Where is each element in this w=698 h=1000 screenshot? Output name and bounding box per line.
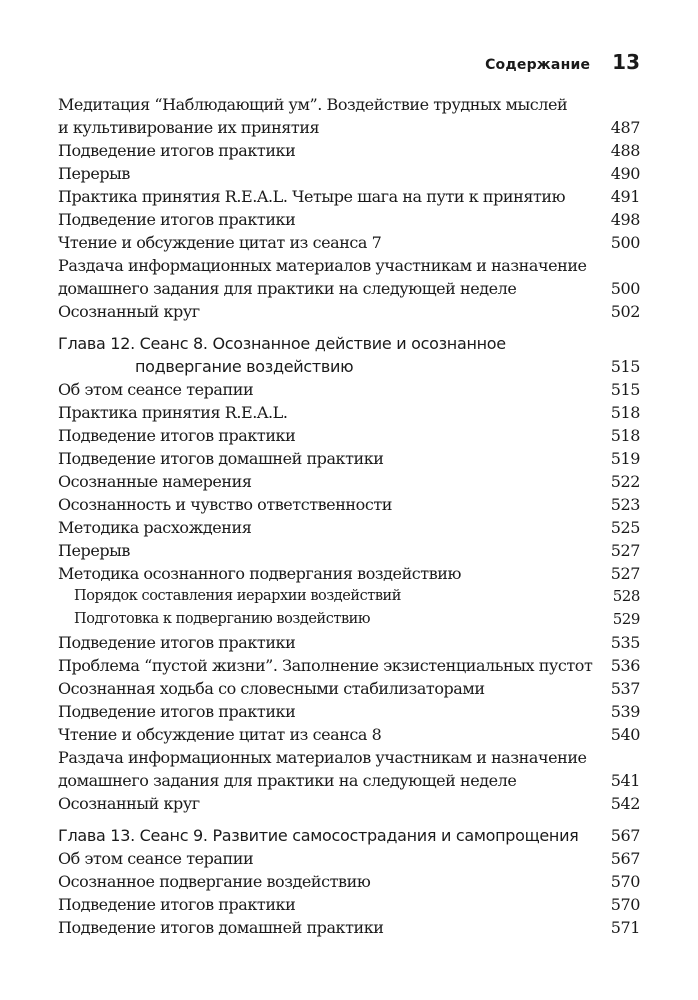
- toc-entry-page: 567: [610, 826, 640, 845]
- toc-entry-page: 518: [610, 426, 640, 445]
- toc-entry-title: [58, 470, 611, 493]
- toc-entry-page: 536: [610, 656, 640, 675]
- toc-entry-page: 488: [610, 141, 640, 160]
- toc-entry: [58, 185, 640, 208]
- toc-entry-title: [58, 539, 611, 562]
- toc-entry-line: Практика принятия R.E.A.L. Четыре шага на пути к принятию: [58, 187, 566, 206]
- toc-entry-title: [58, 585, 613, 608]
- toc-entry: [58, 424, 640, 447]
- toc-entry: [58, 93, 640, 139]
- toc-entry-page: 540: [610, 725, 640, 744]
- toc-entry-title: [58, 824, 611, 847]
- toc-entry-title: [58, 516, 611, 539]
- toc-entry-page: 523: [610, 495, 640, 514]
- toc-entry-line: Глава 13. Сеанс 9. Развитие самосострадания и самопрощения: [58, 826, 579, 845]
- toc-entry-line: подвергание воздействию: [135, 357, 354, 376]
- toc-entry: [58, 916, 640, 939]
- toc-entry-title: [58, 208, 611, 231]
- toc-entry-line: Раздача информационных материалов участникам и назначение: [58, 256, 587, 275]
- toc-entry-title: [58, 654, 611, 677]
- toc-entry-line: Осознанные намерения: [58, 472, 252, 491]
- toc-entry-line: Осознанный круг: [58, 794, 200, 813]
- toc-entry-title: [58, 424, 611, 447]
- toc-entry-page: 500: [610, 279, 640, 298]
- page-number: 13: [612, 50, 640, 74]
- toc-entry-title: [58, 677, 611, 700]
- toc-entry: [58, 539, 640, 562]
- toc-entry: [58, 562, 640, 585]
- toc-entry: [58, 401, 640, 424]
- toc-entry-title: [58, 562, 611, 585]
- toc-entry-page: 528: [612, 587, 640, 605]
- toc-entry: [58, 654, 640, 677]
- toc-entry-page: 498: [610, 210, 640, 229]
- toc-entry-page: 487: [610, 118, 640, 137]
- toc-entry-line: Подведение итогов практики: [58, 426, 296, 445]
- toc-chapter-heading: [58, 824, 640, 847]
- toc-entry-line: Об этом сеансе терапии: [58, 849, 254, 868]
- toc-entry: [58, 870, 640, 893]
- toc-entry: [58, 516, 640, 539]
- toc-entry: [58, 631, 640, 654]
- toc-entry-title: [58, 300, 611, 323]
- toc-entry: [58, 792, 640, 815]
- toc-entry-line: Перерыв: [58, 164, 130, 183]
- toc-entry-line: Об этом сеансе терапии: [58, 380, 254, 399]
- toc-entry-line: Подведение итогов практики: [58, 702, 296, 721]
- toc-entry: [58, 723, 640, 746]
- toc-entry-line: домашнего задания для практики на следующей неделе: [58, 771, 517, 790]
- toc-entry-page: 539: [610, 702, 640, 721]
- toc-entry: [58, 231, 640, 254]
- toc-entry-page: 541: [610, 771, 640, 790]
- toc-entry: [58, 493, 640, 516]
- toc-entry-page: 515: [610, 357, 640, 376]
- toc-entry-line: Чтение и обсуждение цитат из сеанса 7: [58, 233, 382, 252]
- toc-entry-title: [58, 401, 611, 424]
- toc-entry-title: [58, 723, 611, 746]
- toc-entry-title: [58, 254, 611, 300]
- toc-entry-page: 527: [610, 564, 640, 583]
- toc-entry-page: 525: [610, 518, 640, 537]
- toc-entry-line: Проблема “пустой жизни”. Заполнение экзистенциальных пустот: [58, 656, 593, 675]
- toc-entry-page: 500: [610, 233, 640, 252]
- toc-subentry: [58, 585, 640, 608]
- toc-entry-page: 537: [610, 679, 640, 698]
- toc-entry-title: [58, 139, 611, 162]
- toc-entry-line: Подведение итогов практики: [58, 895, 296, 914]
- toc-entry-line: Подведение итогов домашней практики: [58, 449, 384, 468]
- toc-entry-title: [58, 608, 613, 631]
- toc-entry-title: [58, 631, 611, 654]
- toc-entry-page: 529: [612, 610, 640, 628]
- toc-entry-line: Подведение итогов домашней практики: [58, 918, 384, 937]
- toc-entry-line: Осознанность и чувство ответственности: [58, 495, 392, 514]
- toc-entry: [58, 447, 640, 470]
- toc-subentry: [58, 608, 640, 631]
- running-header-title: Содержание: [485, 57, 591, 73]
- toc-entry-line: Порядок составления иерархии воздействий: [74, 588, 401, 604]
- toc-entry-line: Чтение и обсуждение цитат из сеанса 8: [58, 725, 382, 744]
- toc-entry-title: [58, 378, 611, 401]
- toc-entry-line: Медитация “Наблюдающий ум”. Воздействие трудных мыслей: [58, 95, 568, 114]
- toc-entry: [58, 254, 640, 300]
- running-header: [485, 50, 640, 74]
- toc-entry-page: 570: [610, 895, 640, 914]
- toc-entry-title: [58, 231, 611, 254]
- toc-entry-title: [58, 700, 611, 723]
- toc-entry-line: Перерыв: [58, 541, 130, 560]
- toc-entry-page: 567: [610, 849, 640, 868]
- toc-entry: [58, 208, 640, 231]
- toc-entry-title: [58, 493, 611, 516]
- toc-entry-line: Осознанная ходьба со словесными стабилизаторами: [58, 679, 485, 698]
- toc-entry: [58, 139, 640, 162]
- toc-entry-page: 502: [610, 302, 640, 321]
- toc-entry-line: и культивирование их принятия: [58, 118, 320, 137]
- toc-entry: [58, 847, 640, 870]
- toc-entry-page: 542: [610, 794, 640, 813]
- toc-entry-title: [58, 792, 611, 815]
- toc-entry-page: 518: [610, 403, 640, 422]
- toc-entry-line: Подведение итогов практики: [58, 633, 296, 652]
- toc-entry: [58, 378, 640, 401]
- toc-entry-line: Подведение итогов практики: [58, 141, 296, 160]
- toc-entry: [58, 746, 640, 792]
- toc-entry-page: 570: [610, 872, 640, 891]
- toc-entry-title: [58, 746, 611, 792]
- toc-entry: [58, 677, 640, 700]
- toc-entry-title: [58, 332, 611, 378]
- toc-entry-line: Глава 12. Сеанс 8. Осознанное действие и осознанное: [58, 334, 506, 353]
- toc-entry-line: Осознанное подвергание воздействию: [58, 872, 371, 891]
- toc-entry-title: [58, 93, 611, 139]
- toc-entry-title: [58, 162, 611, 185]
- toc-entry-page: 535: [610, 633, 640, 652]
- toc-entry: [58, 300, 640, 323]
- toc-entry-line: Подведение итогов практики: [58, 210, 296, 229]
- toc-entry-page: 527: [610, 541, 640, 560]
- toc-entry-line: Методика расхождения: [58, 518, 252, 537]
- toc-entry: [58, 700, 640, 723]
- toc-entry: [58, 893, 640, 916]
- toc-entry-line: Осознанный круг: [58, 302, 200, 321]
- table-of-contents: [58, 93, 640, 939]
- toc-entry-title: [58, 185, 611, 208]
- toc-entry-line: домашнего задания для практики на следующей неделе: [58, 279, 517, 298]
- toc-entry-line: Методика осознанного подвергания воздействию: [58, 564, 461, 583]
- toc-entry-page: 490: [610, 164, 640, 183]
- toc-entry-line: Практика принятия R.E.A.L.: [58, 403, 288, 422]
- toc-entry-title: [58, 916, 611, 939]
- toc-entry-title: [58, 847, 611, 870]
- toc-entry-page: 522: [610, 472, 640, 491]
- toc-entry-line: Раздача информационных материалов участникам и назначение: [58, 748, 587, 767]
- toc-entry-title: [58, 870, 611, 893]
- toc-entry-page: 571: [610, 918, 640, 937]
- toc-entry-title: [58, 447, 611, 470]
- toc-entry-title: [58, 893, 611, 916]
- toc-entry-page: 519: [610, 449, 640, 468]
- toc-entry: [58, 470, 640, 493]
- toc-entry-line: Подготовка к подверганию воздействию: [74, 611, 371, 627]
- toc-chapter-heading: [58, 332, 640, 378]
- toc-entry: [58, 162, 640, 185]
- toc-entry-page: 491: [610, 187, 640, 206]
- toc-entry-page: 515: [610, 380, 640, 399]
